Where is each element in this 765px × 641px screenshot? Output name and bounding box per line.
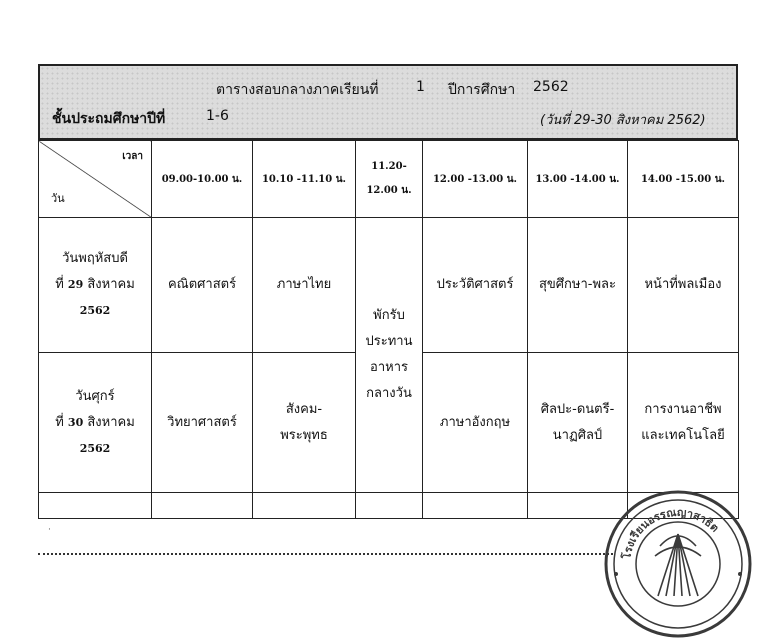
day-year: 2562 xyxy=(79,304,111,317)
subject-cell: ศิลปะ-ดนตรี- นาฏศิลป์ xyxy=(528,353,628,493)
time-slot-1: 09.00-10.00 น. xyxy=(152,141,253,218)
time-slot-3-end: 12.00 น. xyxy=(366,185,412,196)
seal-stars xyxy=(614,572,742,576)
time-slot-3-start: 11.20- xyxy=(371,161,407,172)
day-label: วัน xyxy=(51,192,65,205)
subject-cell: ประวัติศาสตร์ xyxy=(423,218,528,353)
seal-emblem xyxy=(655,534,701,596)
day-name: วันศุกร์ xyxy=(75,388,115,404)
subject-cell: สังคม- พระพุทธ xyxy=(253,353,356,493)
day-cell-thursday xyxy=(39,218,152,353)
seal-text: โรงเรียนอรรณญาสาธิต xyxy=(620,505,722,560)
exam-schedule-table xyxy=(38,140,739,519)
subject-cell: วิทยาศาสตร์ xyxy=(152,353,253,493)
time-slot-6: 14.00 -15.00 น. xyxy=(628,141,739,218)
title-text: ตารางสอบกลางภาคเรียนที่ xyxy=(216,82,379,98)
subject-cell: ภาษาอังกฤษ xyxy=(423,353,528,493)
day-cell-friday xyxy=(39,353,152,493)
scan-mark: · xyxy=(48,525,51,535)
subject-cell: การงานอาชีพ และเทคโนโลยี xyxy=(628,353,739,493)
subject-cell: ภาษาไทย xyxy=(253,218,356,353)
academic-year: 2562 xyxy=(533,79,569,95)
subject-cell: คณิตศาสตร์ xyxy=(152,218,253,353)
level-value: 1-6 xyxy=(206,108,229,124)
time-slot-5: 13.00 -14.00 น. xyxy=(528,141,628,218)
school-seal xyxy=(600,486,755,641)
term-number: 1 xyxy=(416,79,425,95)
blank-cell xyxy=(253,493,356,519)
time-slot-4: 12.00 -13.00 น. xyxy=(423,141,528,218)
blank-cell xyxy=(39,493,152,519)
day-year: 2562 xyxy=(79,441,111,455)
subject-cell: หน้าที่พลเมือง xyxy=(628,218,739,353)
day-date: ที่ 29 สิงหาคม xyxy=(55,277,135,292)
thursday-row xyxy=(39,218,739,353)
blank-cell xyxy=(423,493,528,519)
time-slot-2: 10.10 -11.10 น. xyxy=(253,141,356,218)
day-name: วันพฤหัสบดี xyxy=(62,251,128,266)
time-label: เวลา xyxy=(122,151,143,162)
exam-date-range: (วันที่ 29-30 สิงหาคม 2562) xyxy=(540,113,706,128)
header-box xyxy=(38,64,738,140)
dotted-signature-line xyxy=(38,553,613,555)
subject-cell: สุขศึกษา-พละ xyxy=(528,218,628,353)
academic-year-label: ปีการศึกษา xyxy=(448,82,516,98)
day-date: ที่ 30 สิงหาคม xyxy=(55,414,135,430)
lunch-break-cell: พักรับ ประทาน อาหาร กลางวัน xyxy=(356,218,423,493)
time-header-row xyxy=(39,141,739,218)
blank-cell xyxy=(356,493,423,519)
blank-cell xyxy=(152,493,253,519)
level-label: ชั้นประถมศึกษาปีที่ xyxy=(52,111,166,127)
corner-cell xyxy=(39,141,152,218)
time-slot-3 xyxy=(356,141,423,218)
